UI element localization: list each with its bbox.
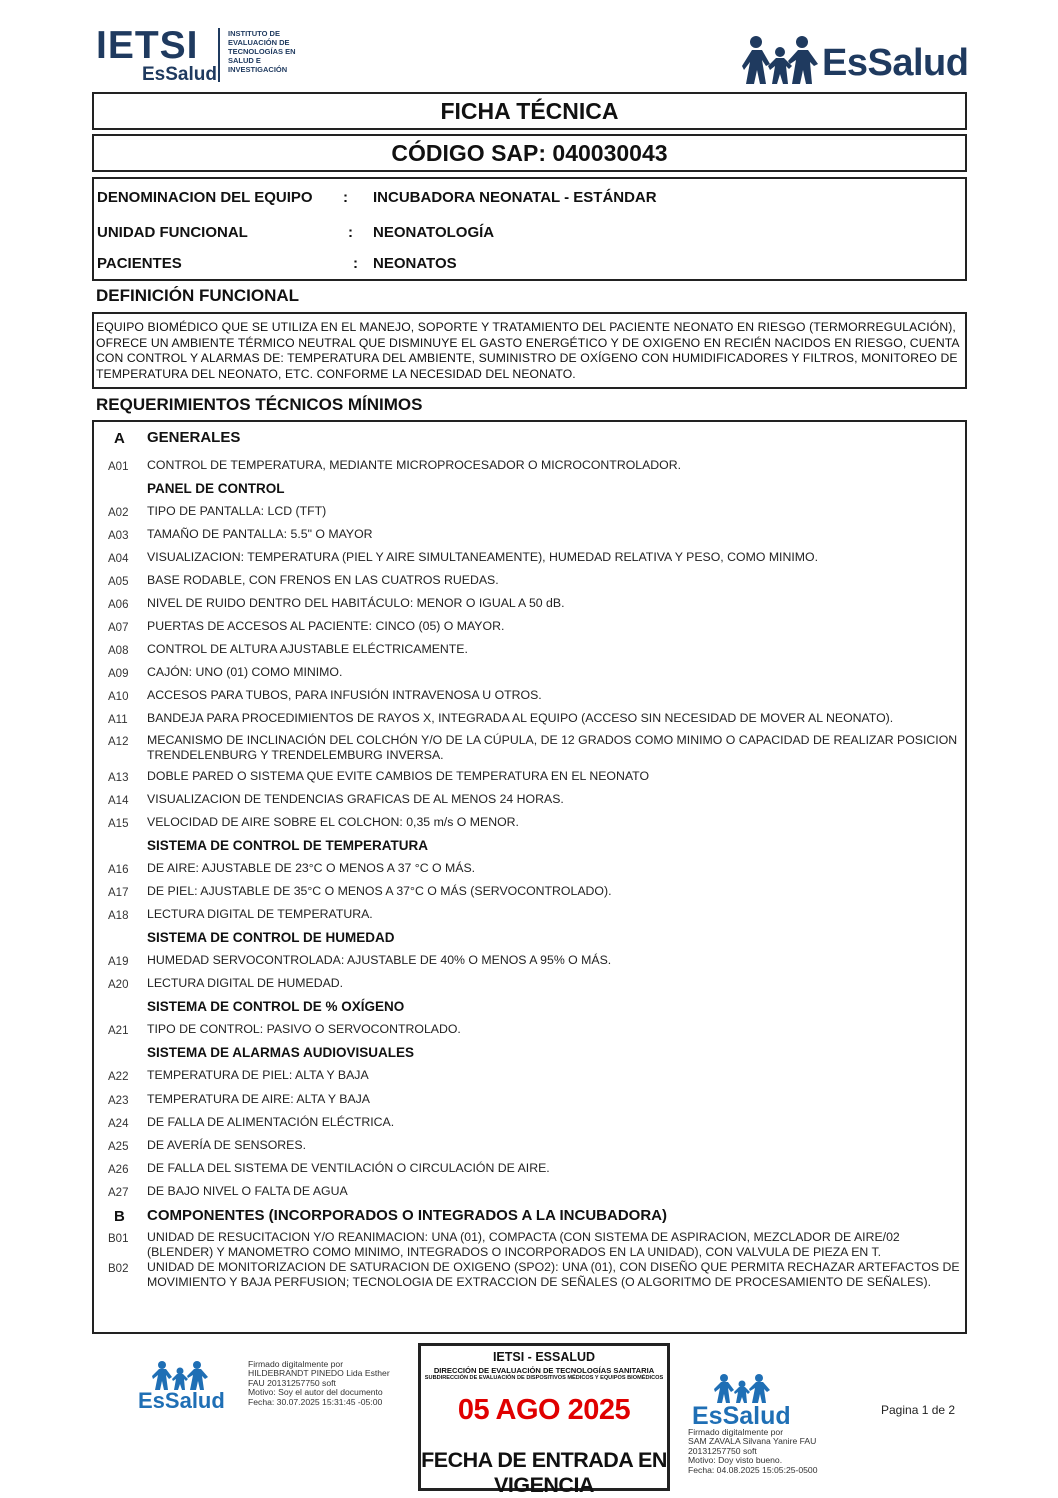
requirement-code: A10 xyxy=(108,691,129,703)
essalud-logo xyxy=(740,34,969,86)
requirement-code: A21 xyxy=(108,1025,129,1037)
signature-line: Motivo: Doy visto bueno. xyxy=(688,1455,783,1466)
identification-colon: : xyxy=(348,224,353,241)
signature-line: Fecha: 04.08.2025 15:05:25-0500 xyxy=(688,1464,818,1475)
requirement-text: COMPONENTES (INCORPORADOS O INTEGRADOS A LA INCUBADORA) xyxy=(147,1207,668,1224)
signature-line: Fecha: 30.07.2025 15:31:45 -05:00 xyxy=(248,1396,383,1407)
requirement-code: A18 xyxy=(108,910,129,922)
requirement-code: A19 xyxy=(108,956,129,968)
requirement-code: A22 xyxy=(108,1071,129,1083)
signature-line: HILDEBRANDT PINEDO Lida Esther xyxy=(248,1368,390,1379)
identification-value: NEONATOS xyxy=(373,255,457,272)
identification-colon: : xyxy=(353,255,358,272)
requirement-code: A16 xyxy=(108,864,129,876)
requirement-text: VISUALIZACION: TEMPERATURA (PIEL Y AIRE SIMULTANEAMENTE), HUMEDAD RELATIVA Y PESO, COMO MINIMO. xyxy=(147,550,818,564)
requirement-code: A26 xyxy=(108,1164,129,1176)
requirement-text: CAJÓN: UNO (01) COMO MINIMO. xyxy=(147,665,343,679)
requirement-text: SISTEMA DE CONTROL DE TEMPERATURA xyxy=(147,838,429,853)
signature-line: 20131257750 soft xyxy=(688,1445,757,1456)
requirement-code: B xyxy=(114,1208,125,1225)
requirement-code: A08 xyxy=(108,645,129,657)
page-number: Pagina 1 de 2 xyxy=(881,1403,956,1417)
requirement-code: A02 xyxy=(108,507,129,519)
requirement-text: BASE RODABLE, CON FRENOS EN LAS CUATROS RUEDAS. xyxy=(147,573,499,587)
signature-line: Firmado digitalmente por xyxy=(248,1359,344,1369)
family-icon xyxy=(150,1360,210,1390)
ietsi-institute-line: TECNOLOGÍAS EN xyxy=(228,47,296,56)
signature-line: FAU 20131257750 soft xyxy=(248,1377,336,1388)
requirements-box xyxy=(92,420,967,1334)
definition-text: EQUIPO BIOMÉDICO QUE SE UTILIZA EN EL MANEJO, SOPORTE Y TRATAMIENTO DEL PACIENTE NEONATO EN RIESGO (TERMORREGULACIÓN), OFRECE UN AMBIENTE TÉRMICO NEUTRAL QUE DISMINUYE EL GASTO ENERGÉTICO Y DE OXIGENO EN RECIÉN NACIDOS EN RIESGO, CUENTA CON CONTROL Y ALARMAS DE: TEMPERATURA DEL AMBIENTE, SUMINISTRO DE OXÍGENO CON HUMIDIFICADORES Y FILTROS, MONITOREO DE TEMPERATURA DEL NEONATO, ETC. CONFORME LA NECESIDAD DEL NEONATO. xyxy=(96,320,959,382)
requirement-code: A17 xyxy=(108,887,129,899)
requirement-text: CONTROL DE TEMPERATURA, MEDIANTE MICROPROCESADOR O MICROCONTROLADOR. xyxy=(147,458,682,472)
requirement-code: A25 xyxy=(108,1141,129,1153)
requirement-code: A01 xyxy=(108,461,129,473)
requirement-text: UNIDAD DE MONITORIZACION DE SATURACION DE OXIGENO (SPO2): UNA (01), CON DISEÑO QUE PERMITA RECHAZAR ARTEFACTOS DE MOVIMIENTO Y BAJA PERFUSION; TECNOLOGIA DE EXTRACCION DE SEÑALES (O ALGORITMO DE PROCESAMIENTO DE SEÑALES). xyxy=(147,1260,960,1289)
identification-colon: : xyxy=(343,189,348,206)
requirement-text: TIPO DE PANTALLA: LCD (TFT) xyxy=(147,504,327,518)
requirement-text: CONTROL DE ALTURA AJUSTABLE ELÉCTRICAMENTE. xyxy=(147,642,468,656)
requirement-text: TEMPERATURA DE AIRE: ALTA Y BAJA xyxy=(147,1092,371,1106)
requirement-text: BANDEJA PARA PROCEDIMIENTOS DE RAYOS X, INTEGRADA AL EQUIPO (ACCESO SIN NECESIDAD DE MOVER AL NEONATO). xyxy=(147,711,894,725)
identification-box xyxy=(92,177,967,281)
signature-line: SAM ZAVALA Silvana Yanire FAU xyxy=(688,1436,817,1447)
requirement-text: DE PIEL: AJUSTABLE DE 35°C O MENOS A 37°C O MÁS (SERVOCONTROLADO). xyxy=(147,884,612,898)
requirement-text: LECTURA DIGITAL DE HUMEDAD. xyxy=(147,976,344,990)
ietsi-divider xyxy=(218,28,220,82)
ietsi-institute-line: SALUD E xyxy=(228,56,261,65)
ietsi-logo xyxy=(96,24,311,85)
requirement-text: GENERALES xyxy=(147,429,241,446)
identification-value: NEONATOLOGÍA xyxy=(373,224,495,241)
requirement-text: TEMPERATURA DE PIEL: ALTA Y BAJA xyxy=(147,1068,369,1082)
footer-essalud-logo-right xyxy=(690,1372,790,1430)
document-title: FICHA TÉCNICA xyxy=(92,92,967,130)
requirement-text: NIVEL DE RUIDO DENTRO DEL HABITÁCULO: MENOR O IGUAL A 50 dB. xyxy=(147,596,565,610)
requirement-text: PUERTAS DE ACCESOS AL PACIENTE: CINCO (05) O MAYOR. xyxy=(147,619,505,633)
requirement-code: A23 xyxy=(108,1095,129,1107)
requirement-code: A12 xyxy=(108,736,129,748)
requirement-text: SISTEMA DE CONTROL DE HUMEDAD xyxy=(147,930,395,945)
footer-brand-right: EsSalud xyxy=(692,1402,791,1430)
ietsi-wordmark: IETSI xyxy=(96,24,199,67)
stamp-subdirection: SUBDIRECCIÓN DE EVALUACIÓN DE DISPOSITIVOS MÉDICOS Y EQUIPOS BIOMÉDICOS xyxy=(424,1375,664,1381)
signature-right xyxy=(688,1428,838,1475)
requirement-code: A11 xyxy=(108,714,128,726)
requirement-code: A04 xyxy=(108,553,129,565)
family-icon xyxy=(740,34,820,86)
ietsi-essalud-text: EsSalud xyxy=(142,64,217,85)
requirement-text: ACCESOS PARA TUBOS, PARA INFUSIÓN INTRAVENOSA U OTROS. xyxy=(147,688,542,702)
family-icon xyxy=(712,1372,772,1404)
stamp-date: 05 AGO 2025 xyxy=(457,1394,631,1426)
requirement-code: A07 xyxy=(108,622,129,634)
requirement-text: SISTEMA DE ALARMAS AUDIOVISUALES xyxy=(147,1045,415,1060)
requirement-text: DE AVERÍA DE SENSORES. xyxy=(147,1138,307,1152)
identification-label: PACIENTES xyxy=(97,255,182,272)
signature-line: Firmado digitalmente por xyxy=(688,1427,784,1437)
requirement-code: A20 xyxy=(108,979,129,991)
requirement-code: A24 xyxy=(108,1118,129,1130)
requirement-text: VELOCIDAD DE AIRE SOBRE EL COLCHON: 0,35 m/s O MENOR. xyxy=(147,815,519,829)
footer-essalud-logo-left xyxy=(136,1360,225,1418)
validity-stamp xyxy=(418,1343,670,1497)
requirement-text: DOBLE PARED O SISTEMA QUE EVITE CAMBIOS DE TEMPERATURA EN EL NEONATO xyxy=(147,769,650,783)
signature-line: Motivo: Soy el autor del documento xyxy=(248,1387,383,1398)
requirement-code: A15 xyxy=(108,818,129,830)
requirement-code: A xyxy=(114,430,125,447)
identification-label: DENOMINACION DEL EQUIPO xyxy=(97,189,313,206)
definition-heading: DEFINICIÓN FUNCIONAL xyxy=(96,286,300,305)
requirement-text: MECANISMO DE INCLINACIÓN DEL COLCHÓN Y/O DE LA CÚPULA, DE 12 GRADOS COMO MINIMO O CAPACIDAD DE REALIZAR POSICION TRENDELENBURG Y TRENDELEMBURG INVERSA. xyxy=(147,733,958,762)
ietsi-institute-text xyxy=(228,29,318,74)
stamp-direction: DIRECCIÓN DE EVALUACIÓN DE TECNOLOGÍAS SANITARIA xyxy=(433,1366,655,1375)
identification-value: INCUBADORA NEONATAL - ESTÁNDAR xyxy=(373,189,657,206)
footer-brand-left: EsSalud xyxy=(138,1388,225,1413)
definition-box xyxy=(92,312,967,389)
requirement-code: B02 xyxy=(108,1263,129,1275)
stamp-title: IETSI - ESSALUD xyxy=(492,1350,596,1364)
essalud-brand-text: EsSalud xyxy=(822,42,969,84)
requirement-code: A06 xyxy=(108,599,129,611)
requirement-text: LECTURA DIGITAL DE TEMPERATURA. xyxy=(147,907,373,921)
requirement-text: VISUALIZACION DE TENDENCIAS GRAFICAS DE AL MENOS 24 HORAS. xyxy=(147,792,564,806)
requirement-text: SISTEMA DE CONTROL DE % OXÍGENO xyxy=(147,999,405,1014)
requirement-text: PANEL DE CONTROL xyxy=(147,481,285,496)
stamp-caption: FECHA DE ENTRADA EN VIGENCIA xyxy=(421,1448,667,1497)
requirement-text: DE AIRE: AJUSTABLE DE 23°C O MENOS A 37 °C O MÁS. xyxy=(147,861,476,875)
requirement-code: B01 xyxy=(108,1233,129,1245)
ietsi-institute-line: EVALUACIÓN DE xyxy=(228,38,290,47)
requirement-code: A09 xyxy=(108,668,129,680)
requirement-code: A05 xyxy=(108,576,129,588)
requirement-code: A13 xyxy=(108,772,129,784)
requirement-code: A14 xyxy=(108,795,129,807)
sap-code-title: CÓDIGO SAP: 040030043 xyxy=(92,134,967,172)
requirement-text: TIPO DE CONTROL: PASIVO O SERVOCONTROLADO. xyxy=(147,1022,461,1036)
requirement-text: DE BAJO NIVEL O FALTA DE AGUA xyxy=(147,1184,348,1198)
requirement-code: A27 xyxy=(108,1187,129,1199)
ietsi-institute-line: INSTITUTO DE xyxy=(228,29,280,38)
identification-label: UNIDAD FUNCIONAL xyxy=(97,224,248,241)
requirement-text: DE FALLA DEL SISTEMA DE VENTILACIÓN O CIRCULACIÓN DE AIRE. xyxy=(147,1161,550,1175)
requirement-text: TAMAÑO DE PANTALLA: 5.5" O MAYOR xyxy=(147,527,373,541)
requirement-code: A03 xyxy=(108,530,129,542)
requirements-heading: REQUERIMIENTOS TÉCNICOS MÍNIMOS xyxy=(96,395,423,414)
ietsi-institute-line: INVESTIGACIÓN xyxy=(228,65,288,74)
requirement-text: DE FALLA DE ALIMENTACIÓN ELÉCTRICA. xyxy=(147,1115,395,1129)
signature-left xyxy=(248,1360,408,1407)
requirement-text: HUMEDAD SERVOCONTROLADA: AJUSTABLE DE 40% O MENOS A 95% O MÁS. xyxy=(147,953,612,967)
requirement-text: UNIDAD DE RESUCITACION Y/O REANIMACION: UNA (01), COMPACTA (CON SISTEMA DE ASPIRACION, MEZCLADOR DE AIRE/02 (BLENDER) Y MANOMETRO COMO MINIMO, INTEGRADOS O INCORPORADOS EN LA UNIDAD), CON VALVULA DE PIEZA EN T. xyxy=(147,1230,900,1259)
